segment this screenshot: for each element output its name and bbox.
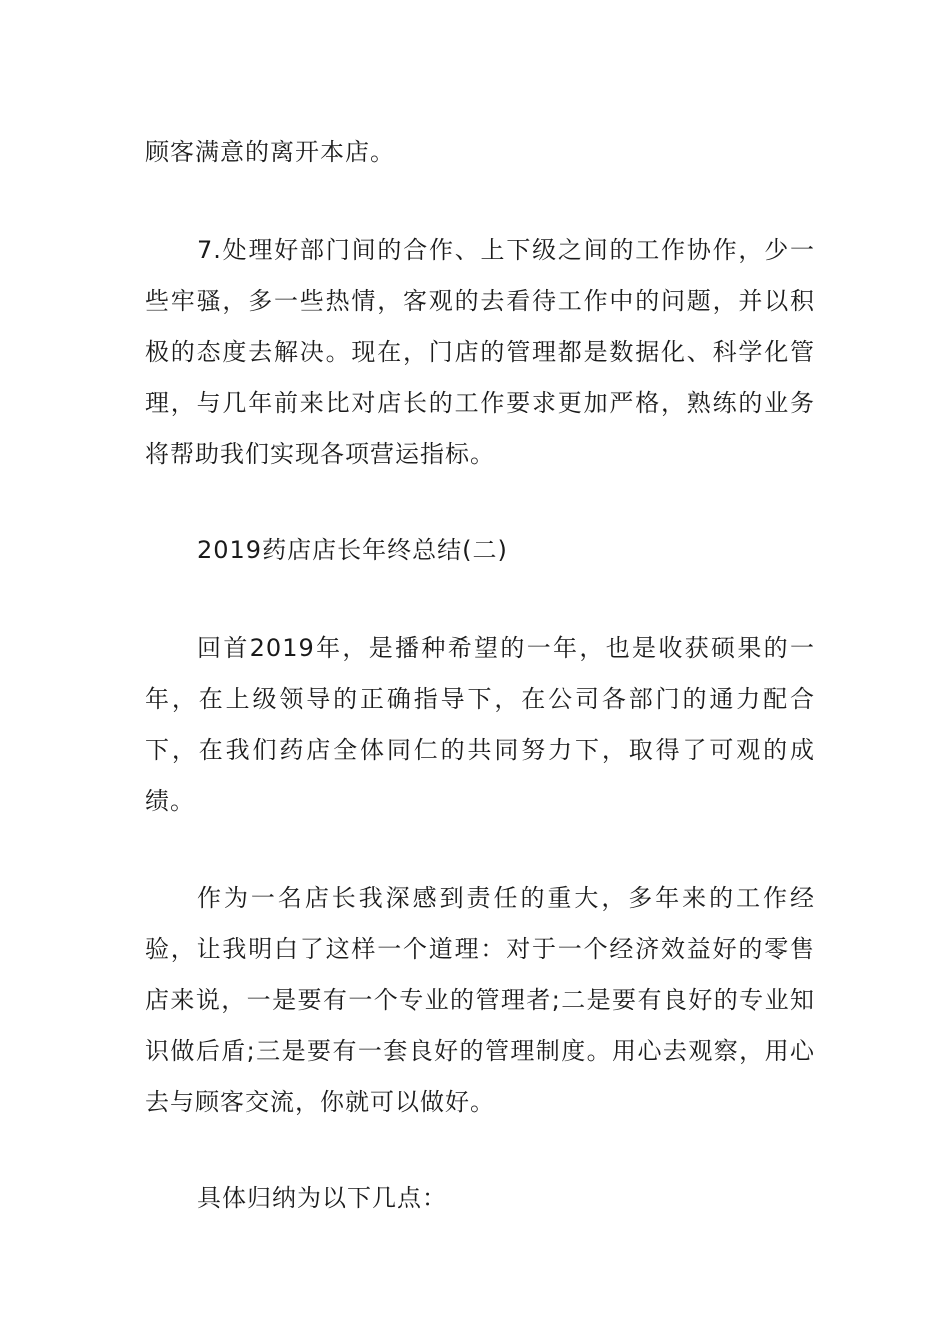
paragraph-experience: 作为一名店长我深感到责任的重大，多年来的工作经验，让我明白了这样一个道理：对于一个经济效益好的零售店来说，一是要有一个专业的管理者;二是要有良好的专业知识做后盾;三是要有一套良好的管理制度。用心去观察，用心去与顾客交流，你就可以做好。: [145, 884, 815, 1116]
paragraph-review: 回首2019年，是播种希望的一年，也是收获硕果的一年，在上级领导的正确指导下，在公司各部门的通力配合下，在我们药店全体同仁的共同努力下，取得了可观的成绩。: [145, 634, 815, 815]
paragraph-item-7: 7.处理好部门间的合作、上下级之间的工作协作，少一些牢骚，多一些热情，客观的去看待工作中的问题，并以积极的态度去解决。现在，门店的管理都是数据化、科学化管理，与几年前来比对店长的工作要求更加严格，熟练的业务将帮助我们实现各项营运指标。: [145, 236, 815, 468]
paragraph-continuation: 顾客满意的离开本店。: [145, 138, 395, 166]
section-heading: 2019药店店长年终总结(二): [197, 536, 508, 564]
paragraph-summary-intro: 具体归纳为以下几点：: [197, 1184, 447, 1212]
